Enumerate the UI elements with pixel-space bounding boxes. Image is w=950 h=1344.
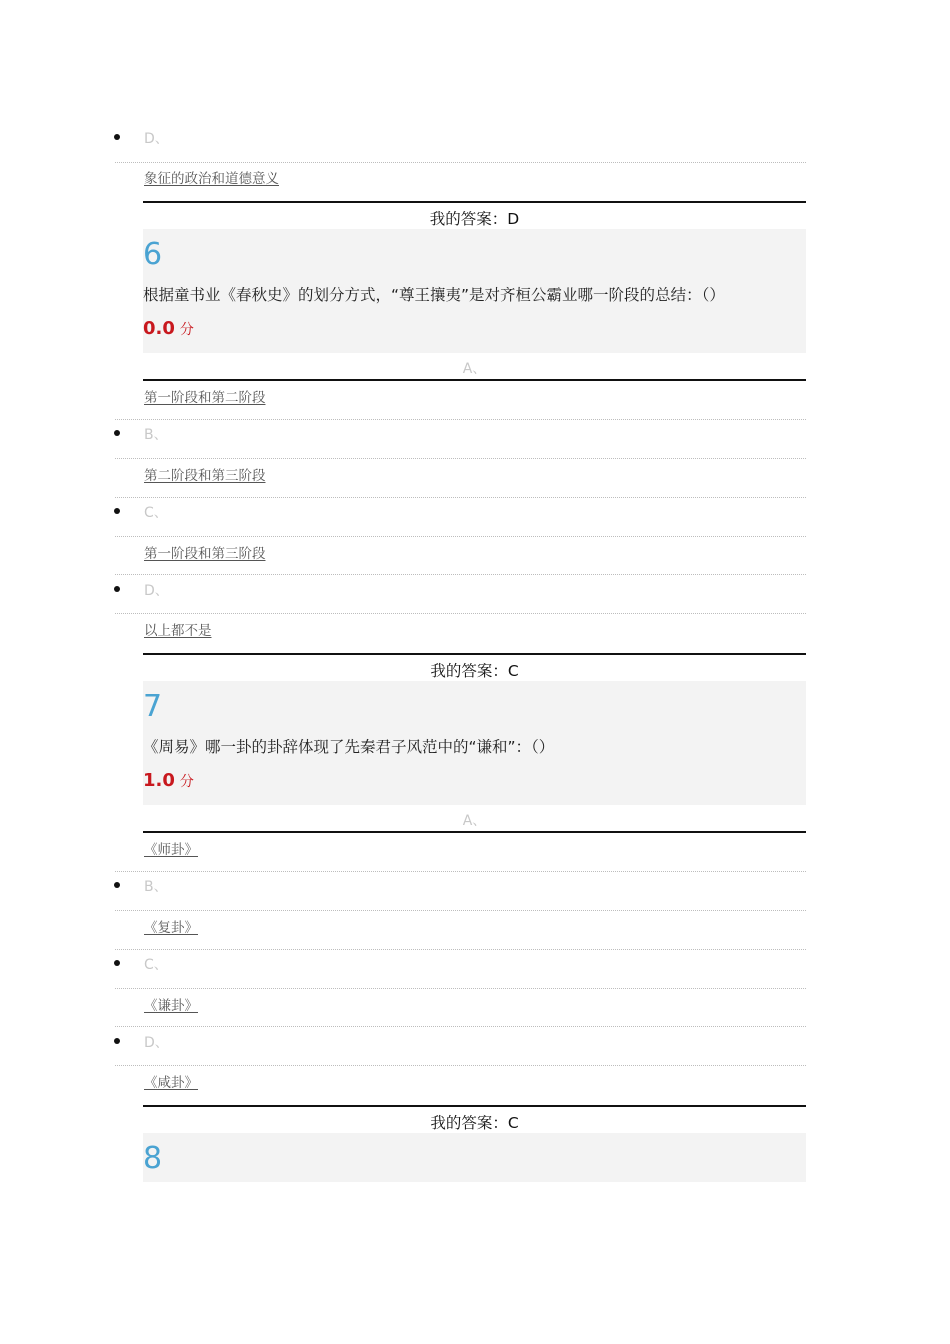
option-text: 以上都不是	[144, 623, 212, 639]
option-text: 第一阶段和第三阶段	[144, 546, 266, 562]
option-letter: D、	[144, 583, 169, 599]
divider	[115, 1026, 806, 1027]
answer-divider	[143, 1105, 806, 1107]
answer-divider	[143, 201, 806, 203]
question-score	[143, 318, 194, 339]
list-bullet	[114, 134, 120, 140]
option-letter: A、	[462, 361, 487, 377]
option-text: 《谦卦》	[144, 998, 198, 1014]
divider	[115, 910, 806, 911]
list-bullet	[114, 586, 120, 592]
score-unit: 分	[179, 322, 194, 338]
option-text: 象征的政治和道德意义	[144, 171, 279, 187]
divider	[115, 613, 806, 614]
option-text: 《咸卦》	[144, 1075, 198, 1091]
option-letter: B、	[144, 879, 168, 895]
question-number: 8	[143, 1141, 163, 1176]
divider	[115, 988, 806, 989]
list-bullet	[114, 508, 120, 514]
divider	[115, 162, 806, 163]
divider	[115, 458, 806, 459]
option-letter: D、	[144, 131, 169, 147]
option-letter: C、	[144, 505, 168, 521]
divider	[115, 536, 806, 537]
my-answer: 我的答案：D	[429, 210, 520, 228]
option-letter: A、	[462, 813, 487, 829]
divider	[115, 949, 806, 950]
question-number: 6	[143, 237, 163, 272]
divider	[115, 419, 806, 420]
score-value: 1.0	[143, 770, 175, 791]
question-header	[143, 229, 806, 353]
divider	[115, 1065, 806, 1066]
question-text: 《周易》哪一卦的卦辞体现了先秦君子风范中的“谦和”：（）	[143, 738, 555, 756]
question-header	[143, 1133, 806, 1182]
option-letter: B、	[144, 427, 168, 443]
divider	[115, 871, 806, 872]
question-text: 根据童书业《春秋史》的划分方式，“尊王攘夷”是对齐桓公霸业哪一阶段的总结：（）	[143, 286, 725, 304]
my-answer: 我的答案：C	[430, 1114, 519, 1132]
divider	[115, 497, 806, 498]
my-answer: 我的答案：C	[430, 662, 519, 680]
option-letter: D、	[144, 1035, 169, 1051]
score-unit: 分	[179, 774, 194, 790]
option-text: 第二阶段和第三阶段	[144, 468, 266, 484]
option-letter: C、	[144, 957, 168, 973]
question-number: 7	[143, 689, 163, 724]
option-text: 《师卦》	[144, 842, 198, 858]
list-bullet	[114, 960, 120, 966]
score-value: 0.0	[143, 318, 175, 339]
divider	[143, 831, 806, 833]
list-bullet	[114, 882, 120, 888]
question-score	[143, 770, 194, 791]
divider	[143, 379, 806, 381]
list-bullet	[114, 1038, 120, 1044]
divider	[115, 574, 806, 575]
option-text: 《复卦》	[144, 920, 198, 936]
question-header	[143, 681, 806, 805]
list-bullet	[114, 430, 120, 436]
answer-divider	[143, 653, 806, 655]
option-text: 第一阶段和第二阶段	[144, 390, 266, 406]
